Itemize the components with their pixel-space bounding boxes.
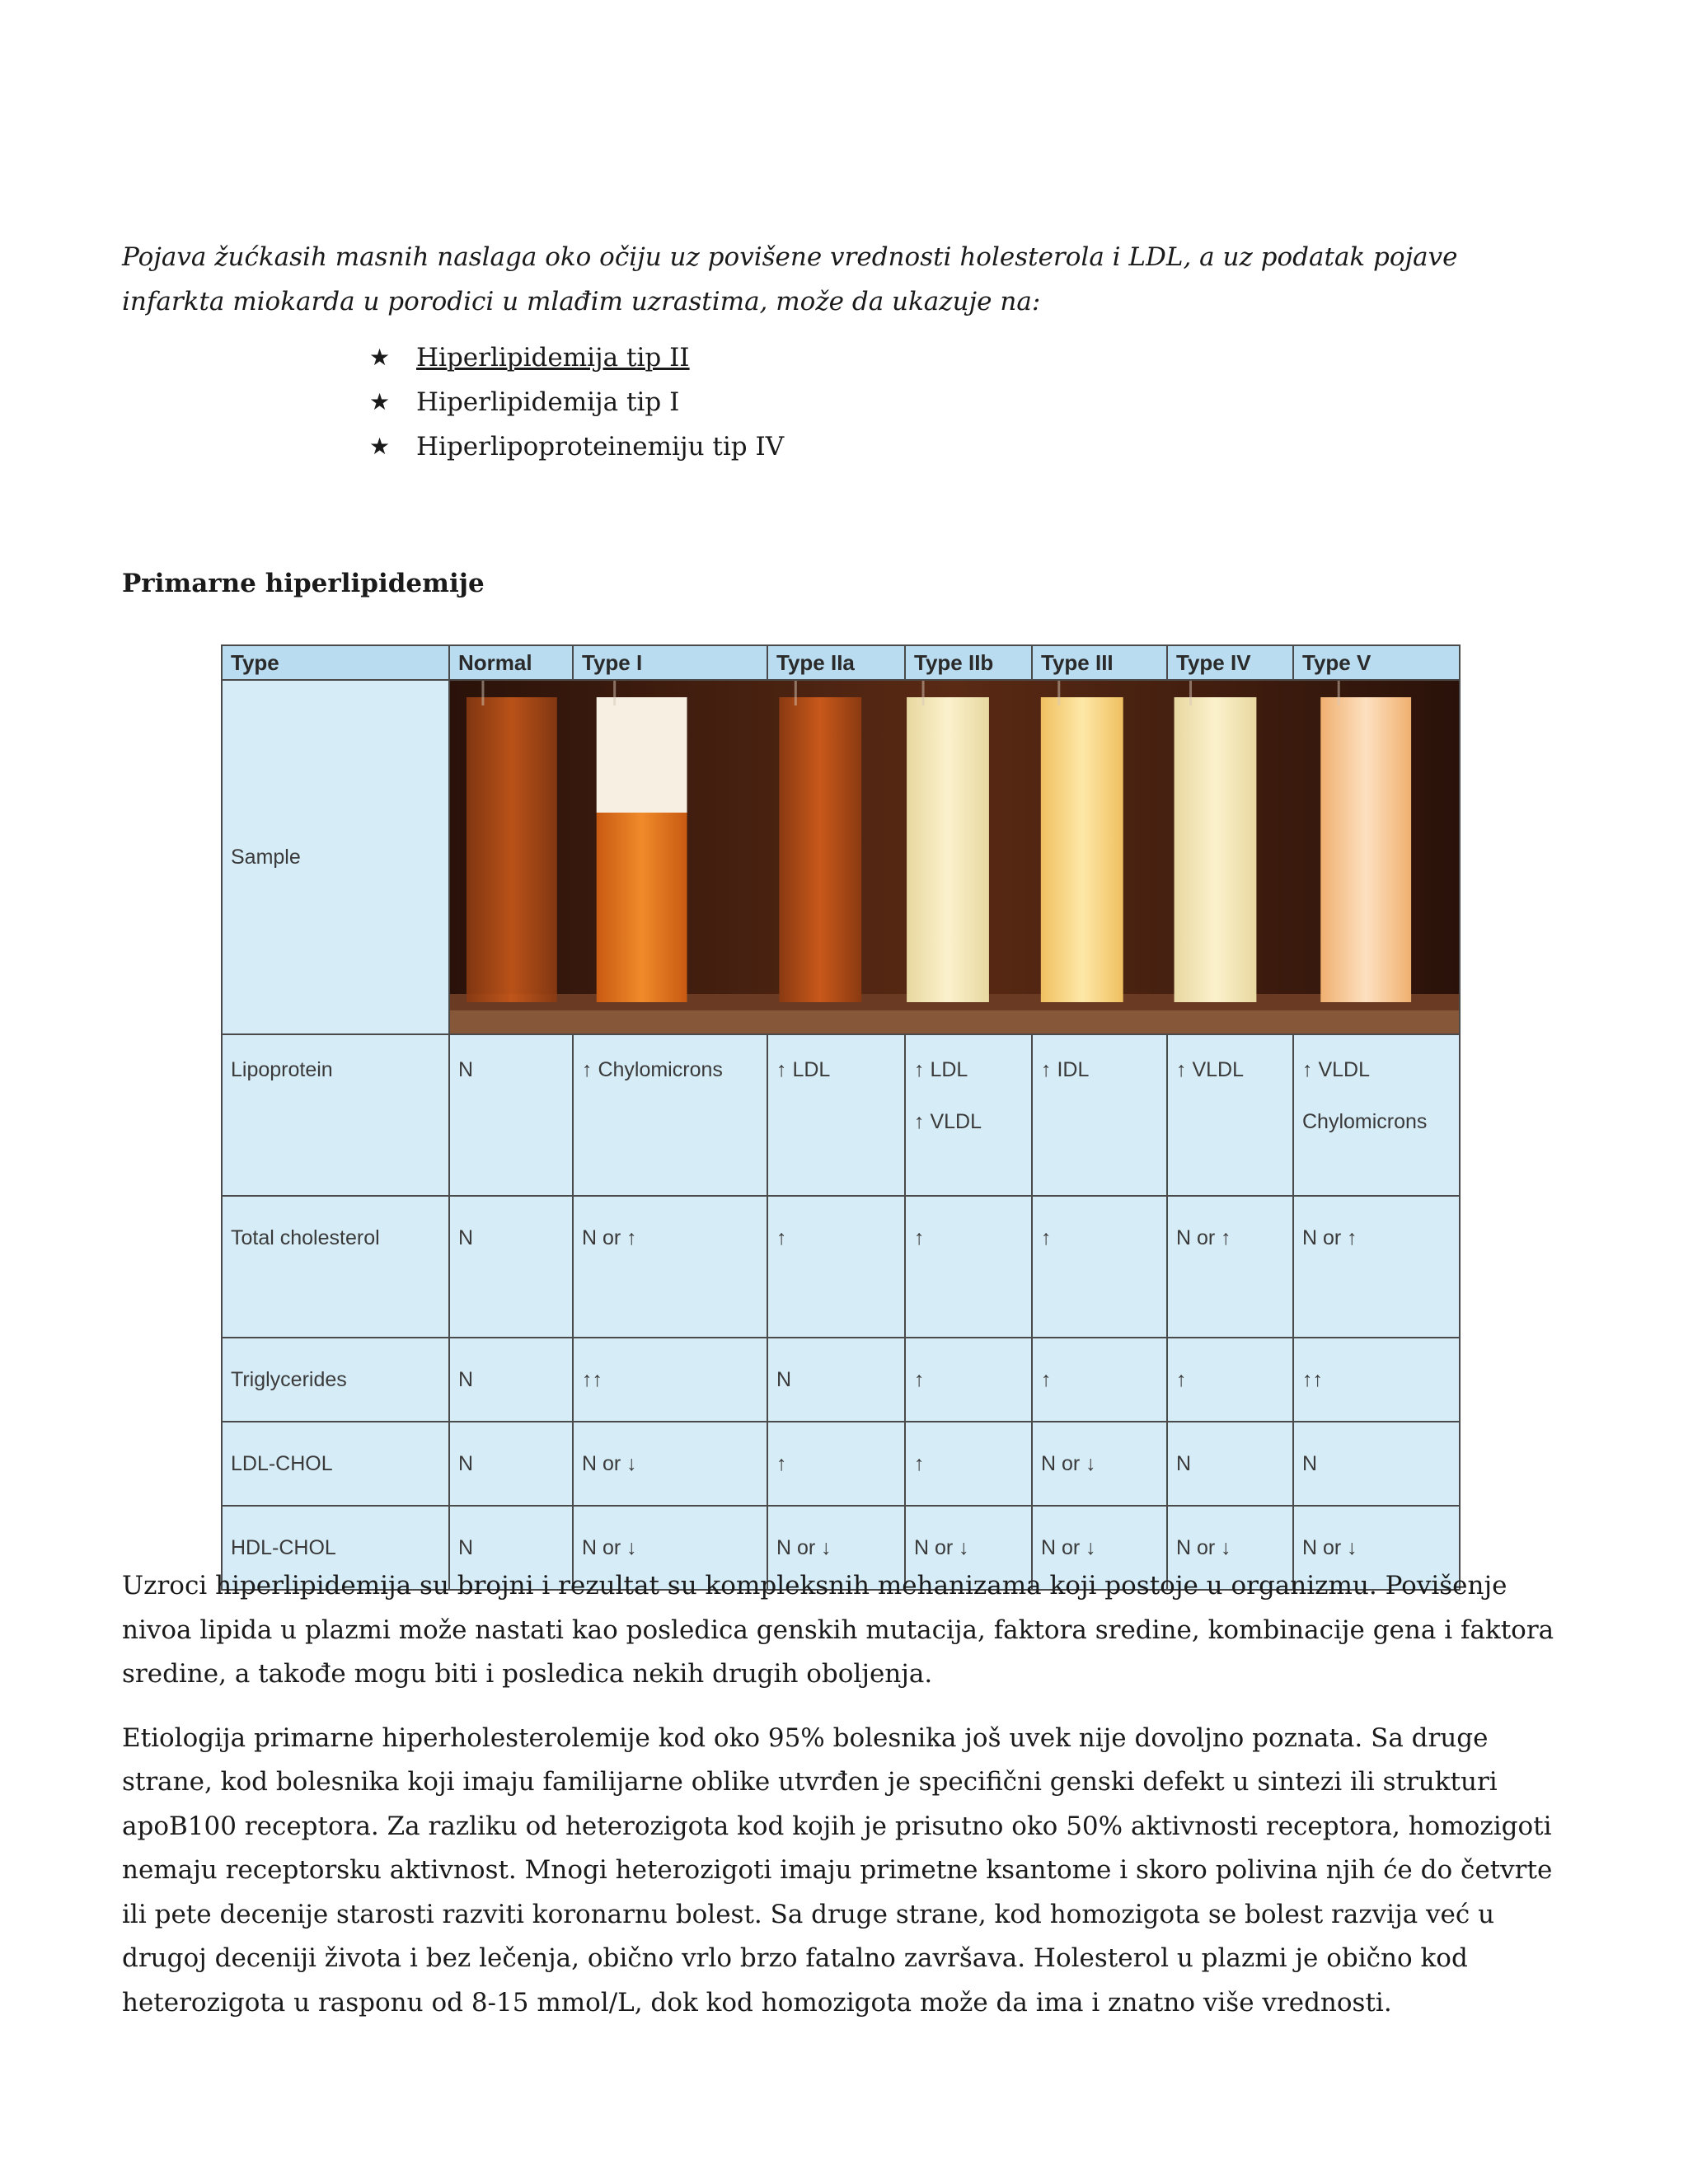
table-cell: N or ↓ [573, 1506, 767, 1590]
table-cell: N [449, 1034, 573, 1196]
cell-line: Chylomicrons [1302, 1110, 1428, 1133]
section-title: Primarne hiperlipidemije [122, 569, 485, 598]
body-text [122, 1564, 1560, 2045]
paragraph: Uzroci hiperlipidemija su brojni i rezultat su kompleksnih mehanizama koji postoje u organizmu. Povišenje nivoa lipida u plazmi može nastati kao posledica genskih mutacija, faktora sredine, kombinacije gena i faktora sredine, a takođe mogu biti i posledica nekih drugih oboljenja. [122, 1571, 1554, 1689]
table-cell: ↑ [905, 1338, 1032, 1422]
table-cell [1293, 1034, 1460, 1196]
table-cell: ↑ [1032, 1196, 1167, 1338]
answer-option[interactable] [369, 424, 1556, 469]
answer-label: Hiperlipoproteinemiju tip IV [416, 432, 785, 462]
table-cell: N or ↑ [1167, 1196, 1293, 1338]
header-cell: Type III [1032, 645, 1167, 680]
table-row-triglycerides [222, 1338, 1460, 1422]
table-row-ldl-chol [222, 1422, 1460, 1506]
cell-line: ↑ VLDL [1302, 1058, 1370, 1081]
sample-tubes-image [450, 681, 1459, 1033]
table-cell: N [767, 1338, 905, 1422]
header-cell: Type IIb [905, 645, 1032, 680]
table-cell: ↑ [905, 1422, 1032, 1506]
hyperlipidemia-table [221, 644, 1461, 1591]
table-cell: N [449, 1196, 573, 1338]
paragraph: Etiologija primarne hiperholesterolemije kod oko 95% bolesnika još uvek nije dovoljno poznata. Sa druge strane, kod bolesnika koji imaju familijarne oblike utvrđen je specifični genski defekt u sintezi ili strukturi apoB100 receptora. Za razliku od heterozigota kod kojih je prisutno oko 50% aktivnosti receptora, homozigoti nemaju receptorsku aktivnost. Mnogi heterozigoti imaju primetne ksantome i skoro polivina njih će do četvrte ili pete decenije starosti razviti koronarnu bolest. Sa druge strane, kod homozigota se bolest razvija već u drugoj deceniji života i bez lečenja, obično vrlo brzo fatalno završava. Holesterol u plazmi je obično kod heterozigota u rasponu od 8-15 mmol/L, dok kod homozigota može da ima i znatno više vrednosti. [122, 1722, 1553, 2018]
star-icon: ★ [369, 388, 391, 415]
table-cell: ↑ [767, 1196, 905, 1338]
table-cell: N [1293, 1422, 1460, 1506]
header-cell: Type IIa [767, 645, 905, 680]
header-cell: Type [222, 645, 449, 680]
header-cell: Type IV [1167, 645, 1293, 680]
header-cell: Type I [573, 645, 767, 680]
table-cell: ↑↑ [1293, 1338, 1460, 1422]
table-cell: ↑ [1032, 1338, 1167, 1422]
row-label: Lipoprotein [222, 1034, 449, 1196]
question-text: Pojava žućkasih masnih naslaga oko očiju uz povišene vrednosti holesterola i LDL, a uz podatak pojave infarkta miokarda u porodici u mlađim uzrastima, može da ukazuje na: [122, 242, 1458, 316]
table-cell: ↑ VLDL [1167, 1034, 1293, 1196]
table-cell: ↑ [767, 1422, 905, 1506]
table-cell: ↑↑ [573, 1338, 767, 1422]
table-cell: N [1167, 1422, 1293, 1506]
hyperlipidemia-table-figure [221, 644, 1459, 1559]
table-cell: N or ↓ [573, 1422, 767, 1506]
answer-label: Hiperlipidemija tip I [416, 387, 680, 417]
table-cell: N or ↓ [1167, 1506, 1293, 1590]
cell-line: ↑ LDL [914, 1058, 968, 1081]
row-label: Total cholesterol [222, 1196, 449, 1338]
table-cell: N or ↑ [573, 1196, 767, 1338]
row-label: Triglycerides [222, 1338, 449, 1422]
row-label: Sample [222, 680, 449, 1034]
table-cell: ↑ [905, 1196, 1032, 1338]
table-cell: ↑ [1167, 1338, 1293, 1422]
table-cell: N [449, 1506, 573, 1590]
table-row-lipoprotein [222, 1034, 1460, 1196]
table-cell: N or ↑ [1293, 1196, 1460, 1338]
answer-option[interactable] [369, 335, 1556, 380]
table-cell: N or ↓ [1293, 1506, 1460, 1590]
table-cell: N [449, 1422, 573, 1506]
star-icon: ★ [369, 344, 391, 371]
table-cell: N or ↓ [905, 1506, 1032, 1590]
table-row-total-cholesterol [222, 1196, 1460, 1338]
header-cell: Normal [449, 645, 573, 680]
question-block [122, 235, 1556, 606]
table-header-row [222, 645, 1460, 680]
table-cell [905, 1034, 1032, 1196]
sample-tubes-photo [449, 680, 1460, 1034]
row-label: LDL-CHOL [222, 1422, 449, 1506]
cell-line: ↑ VLDL [914, 1110, 982, 1133]
answer-option[interactable] [369, 380, 1556, 424]
table-row-sample [222, 680, 1460, 1034]
header-cell: Type V [1293, 645, 1460, 680]
table-cell: ↑ LDL [767, 1034, 905, 1196]
table-cell: N or ↓ [1032, 1422, 1167, 1506]
table-cell: N [449, 1338, 573, 1422]
row-label: HDL-CHOL [222, 1506, 449, 1590]
table-cell: N or ↓ [767, 1506, 905, 1590]
answer-list [369, 335, 1556, 469]
table-cell: N or ↓ [1032, 1506, 1167, 1590]
table-cell: ↑ Chylomicrons [573, 1034, 767, 1196]
answer-label: Hiperlipidemija tip II [416, 343, 690, 373]
star-icon: ★ [369, 433, 391, 460]
table-cell: ↑ IDL [1032, 1034, 1167, 1196]
